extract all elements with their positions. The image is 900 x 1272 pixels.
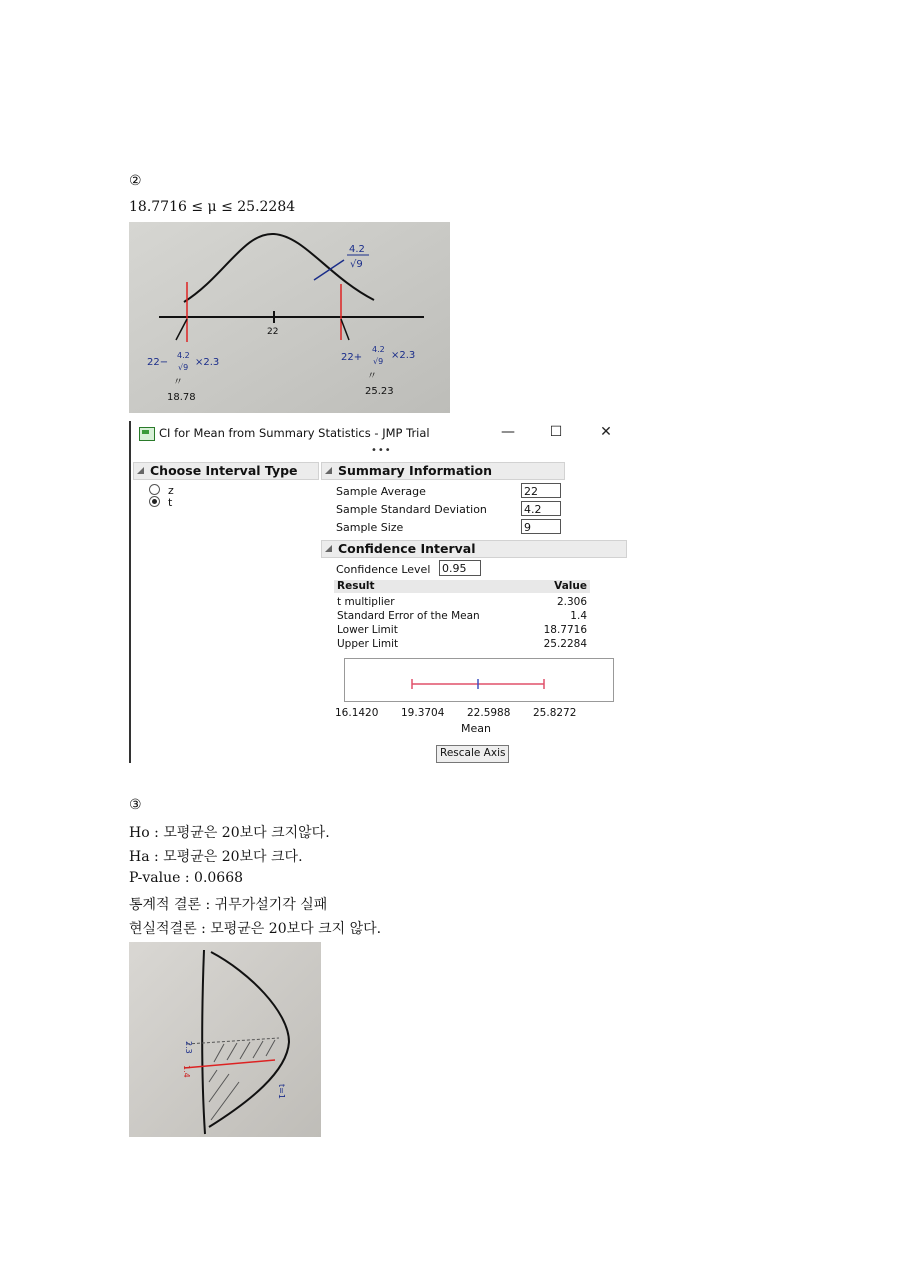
close-button[interactable]: ✕ (600, 424, 612, 440)
rescale-axis-button[interactable]: Rescale Axis (436, 745, 509, 763)
result-label-upper-limit: Upper Limit (337, 638, 399, 650)
summary-information-header[interactable] (321, 462, 565, 480)
sample-std-dev-input[interactable]: 4.2 (521, 501, 561, 516)
sketch-photo-rejection-region (129, 942, 321, 1137)
option-z-label: z (168, 484, 174, 497)
sketch-left-num: 4.2 (177, 351, 190, 360)
confidence-interval-label: Confidence Interval (338, 541, 476, 556)
window-titlebar[interactable] (131, 421, 629, 447)
statistical-conclusion-text: 통계적 결론 : 귀무가설기각 실패 (129, 897, 328, 913)
result-value-std-error: 1.4 (570, 610, 587, 622)
sketch-center-label: 22 (267, 327, 279, 337)
sketch-left-suffix: ×2.3 (195, 357, 220, 368)
choose-interval-type-header[interactable] (133, 462, 319, 480)
section-2-marker: ② (129, 173, 142, 189)
sketch-right-result: 25.23 (365, 386, 394, 397)
result-label-lower-limit: Lower Limit (337, 624, 398, 636)
confidence-level-input[interactable]: 0.95 (439, 560, 481, 576)
choose-interval-type-label: Choose Interval Type (150, 463, 298, 478)
window-title: CI for Mean from Summary Statistics - JMP Trial (159, 426, 430, 440)
radio-t[interactable] (149, 496, 160, 507)
confidence-interval-header[interactable] (321, 540, 627, 558)
sketch-right-den: √9 (373, 357, 384, 366)
sample-average-input[interactable]: 22 (521, 483, 561, 498)
sketch-left-den: √9 (178, 363, 189, 372)
more-options-icon[interactable]: ••• (371, 445, 392, 456)
value-column-header: Value (554, 580, 587, 592)
confidence-level-label: Confidence Level (336, 563, 431, 576)
sketch-left-equals: 〃 (173, 377, 183, 388)
sketch-right-num: 4.2 (372, 345, 385, 354)
section-3-marker: ③ (129, 797, 142, 813)
axis-tick-0: 16.1420 (335, 707, 379, 719)
sketch-left-result: 18.78 (167, 392, 196, 403)
result-label-t-multiplier: t multiplier (337, 596, 395, 608)
disclosure-triangle-icon[interactable] (137, 467, 144, 474)
radio-z[interactable] (149, 484, 160, 495)
sketch-se-denominator: √9 (350, 259, 363, 270)
result-value-upper-limit: 25.2284 (543, 638, 587, 650)
jmp-app-icon (139, 427, 155, 441)
result-value-lower-limit: 18.7716 (543, 624, 587, 636)
sketch-se-numerator: 4.2 (349, 244, 365, 255)
result-label-std-error: Standard Error of the Mean (337, 610, 480, 622)
sketch-left-prefix: 22− (147, 357, 169, 368)
maximize-button[interactable]: ☐ (549, 424, 563, 440)
option-t[interactable] (149, 496, 172, 509)
jmp-ci-window (129, 421, 629, 763)
sketch-mark-a: 2.3 (184, 1041, 193, 1054)
sample-size-label: Sample Size (336, 521, 404, 534)
sketch-right-prefix: 22+ (341, 352, 363, 363)
results-table-header (334, 580, 590, 593)
axis-label-mean: Mean (461, 722, 491, 735)
axis-tick-3: 25.8272 (533, 707, 577, 719)
interval-plot (344, 658, 614, 702)
sample-average-label: Sample Average (336, 485, 426, 498)
disclosure-triangle-icon[interactable] (325, 545, 332, 552)
result-value-t-multiplier: 2.306 (556, 596, 587, 608)
sample-std-dev-label: Sample Standard Deviation (336, 503, 487, 516)
minimize-button[interactable]: — (501, 424, 515, 440)
p-value-text: P-value : 0.0668 (129, 870, 244, 886)
null-hypothesis-text: Ho : 모평균은 20보다 크지않다. (129, 825, 330, 841)
axis-tick-2: 22.5988 (467, 707, 511, 719)
axis-tick-1: 19.3704 (401, 707, 445, 719)
sketch-right-suffix: ×2.3 (391, 350, 416, 361)
confidence-interval-text: 18.7716 ≤ μ ≤ 25.2284 (129, 199, 296, 215)
summary-information-label: Summary Information (338, 463, 492, 478)
sketch-mark-side: t=1 (277, 1084, 286, 1099)
option-t-label: t (168, 496, 173, 509)
sketch-mark-b: 1.4 (182, 1065, 191, 1078)
sketch-photo-normal-curve (129, 222, 450, 413)
practical-conclusion-text: 현실적결론 : 모평균은 20보다 크지 않다. (129, 921, 382, 937)
sketch-right-equals: 〃 (367, 371, 377, 382)
result-column-header: Result (337, 580, 375, 592)
sample-size-input[interactable]: 9 (521, 519, 561, 534)
alt-hypothesis-text: Ha : 모평균은 20보다 크다. (129, 849, 303, 865)
disclosure-triangle-icon[interactable] (325, 467, 332, 474)
